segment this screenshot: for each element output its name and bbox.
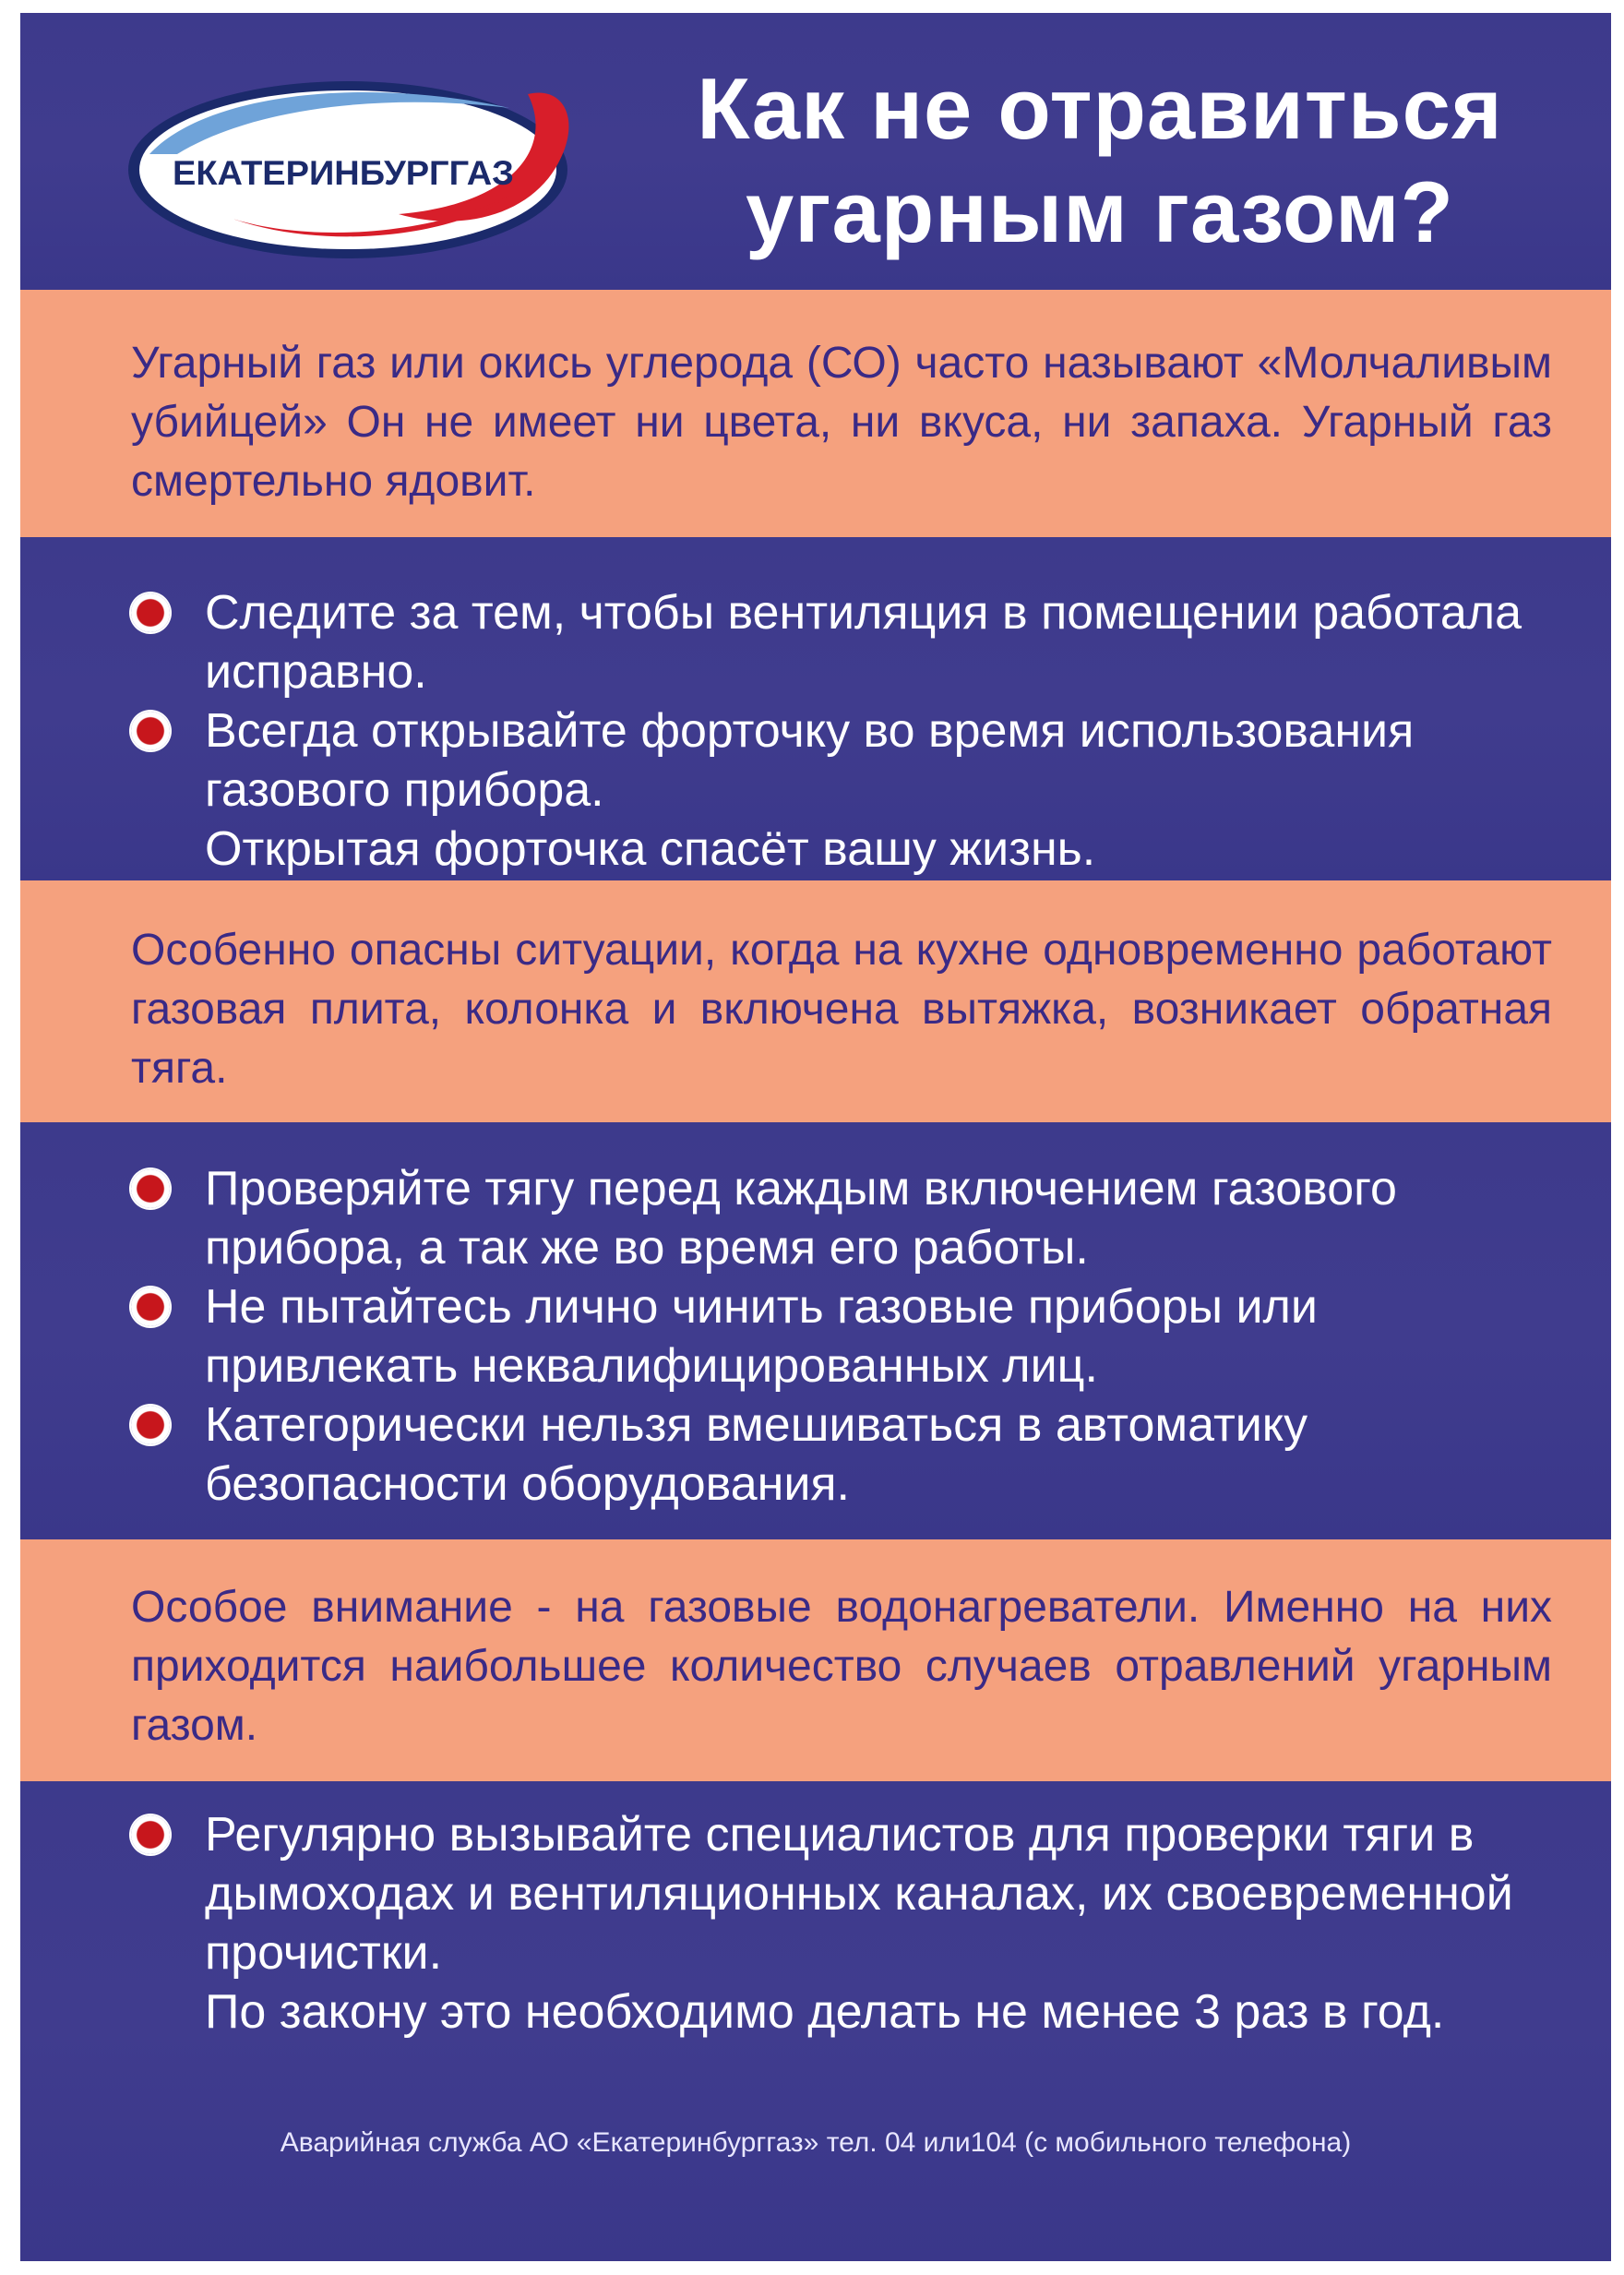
tip-text: Категорически нельзя вмешиваться в автоматику безопасности оборудования. [205, 1398, 1308, 1511]
tips-list-3 [131, 1805, 1570, 2042]
tip-text: Регулярно вызывайте специалистов для проверки тяги в дымоходах и вентиляционных каналах, их своевременной прочистки. [205, 1808, 1513, 1980]
red-dot-icon [131, 1406, 170, 1444]
tips-list-1 [131, 583, 1570, 879]
intro-band [20, 290, 1611, 537]
footer-emergency-contact: Аварийная служба АО «Екатеринбурггаз» тел. 04 или104 (с мобильного телефона) [280, 2127, 1352, 2158]
list-item [131, 583, 1570, 701]
warning-text-2: Особое внимание - на газовые водонагреватели. Именно на них приходится наибольшее количество случаев отравлений угарным газом. [131, 1583, 1552, 1750]
title-line-2: угарным газом? [746, 163, 1454, 260]
tips-band-2 [20, 1122, 1611, 1539]
page-title [611, 57, 1589, 264]
list-item [131, 1159, 1570, 1277]
red-dot-icon [131, 1815, 170, 1854]
list-item [131, 1395, 1570, 1514]
tip-extra-text: Открытая форточка спасёт вашу жизнь. [205, 822, 1096, 876]
tip-text: Не пытайтесь лично чинить газовые приборы или привлекать неквалифицированных лиц. [205, 1280, 1318, 1393]
tip-text: Всегда открывайте форточку во время использования газового прибора. [205, 704, 1415, 817]
tip-text: Проверяйте тягу перед каждым включением газового прибора, а так же во время его работы. [205, 1162, 1397, 1275]
intro-text: Угарный газ или окись углерода (СО) часто называют «Молчаливым убийцей» Он не имеет ни цвета, ни вкуса, ни запаха. Угарный газ смертельно ядовит. [131, 339, 1552, 506]
red-dot-icon [131, 1169, 170, 1208]
tips-band-3 [20, 1781, 1611, 2261]
warning-band-1 [20, 880, 1611, 1122]
red-dot-icon [131, 712, 170, 750]
tips-list-2 [131, 1159, 1570, 1514]
tip-extra-text: По закону это необходимо делать не менее 3 раз в год. [205, 1985, 1445, 2039]
red-dot-icon [131, 593, 170, 632]
ekaterinburggaz-logo [122, 66, 583, 265]
header [20, 13, 1611, 290]
warning-band-2 [20, 1539, 1611, 1781]
red-dot-icon [131, 1287, 170, 1326]
list-item [131, 701, 1570, 879]
warning-text-1: Особенно опасны ситуации, когда на кухне одновременно работают газовая плита, колонка и включена вытяжка, возникает обратная тяга. [131, 926, 1552, 1093]
poster [20, 13, 1611, 2261]
list-item [131, 1805, 1570, 2042]
logo-text: ЕКАТЕРИНБУРГГАЗ [173, 154, 514, 192]
title-line-1: Как не отравиться [697, 60, 1503, 157]
tip-text: Следите за тем, чтобы вентиляция в помещении работала исправно. [205, 586, 1522, 699]
tips-band-1 [20, 537, 1611, 880]
list-item [131, 1277, 1570, 1395]
